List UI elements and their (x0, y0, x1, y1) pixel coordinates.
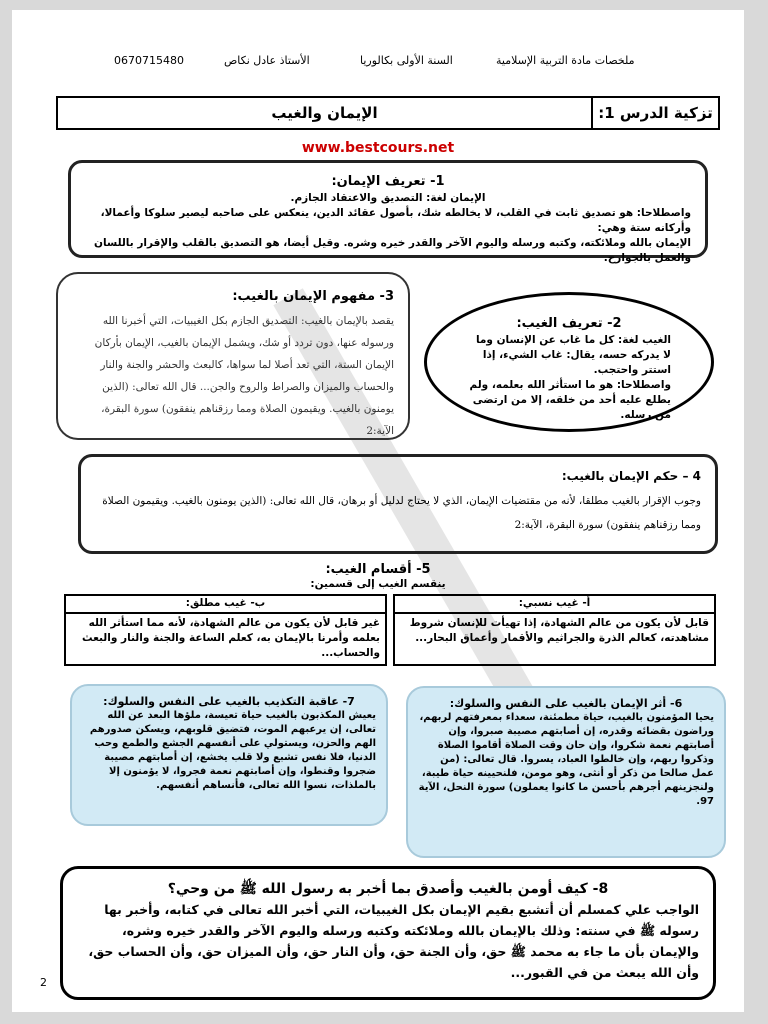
page-header (12, 54, 744, 76)
section-unseen-definition (424, 292, 714, 432)
section-denial-consequence (70, 684, 388, 826)
absolute-unseen-cell (64, 594, 387, 666)
section-body: يحيا المؤمنون بالغيب، حياة مطمئنة، سعداء بمعرفتهم لربهم، وراضون بقضائه وقدره، إن أصابتهم مصيبة صبروا، وإن أصابتهم نعمة شكروا، وإن حان وقت الصلاة أقاموا الصلاة وذكروا ربهم، وإن خالطوا العباد، يسروا. قال تعالى: (من عمل صالحا من ذكر أو أنثى، وهو مومن، فلنحيينه حياة طيبة، ولنجزينهم أجرهم بأحسن ما كانوا يعملون) سورة النحل، الآية 97. (418, 712, 714, 807)
header-phone: 0670715480 (114, 54, 184, 67)
section-body: يقصد بالإيمان بالغيب: التصديق الجازم بكل الغيبيات، التي أخبرنا الله ورسوله عنها، دون تردد أو شك، ويشمل الإيمان بالغيب، الإيمان بأركان الإيمان الستة، التي تعد أصلا لما سواها، كالبعث والحشر والجنة والنار والحساب والميزان والصراط والروح والجن... قال الله تعالى: (الذين يومنون بالغيب. ويقيمون الصلاة ومما رزقناهم ينفقون) سورة البقرة، الآية:2 (94, 315, 394, 437)
section-body: واصطلاحا: هو ما استأثر الله بعلمه، ولم يطلع عليه أحد من خلقه، إلا من ارتضى من رسله. (469, 379, 671, 421)
section-types-subtitle: ينقسم الغيب إلى قسمين: (310, 578, 446, 590)
section-body: الواجب علي كمسلم أن أتشبع بقيم الإيمان بكل الغيبيات، التي أخبر الله تعالى في كتابه، وأخبر بها رسوله ﷺ في سنته: وذلك بالإيمان بالله وملائكته وكتبه ورسله واليوم الآخر والقدر خيره وشره، والإيمان بأن ما جاء به محمد ﷺ حق، وأن الجنة حق، وأن النار حق، وأن الميزان حق، وأن الحساب حق، وأن الله يبعث من في القبور... (88, 902, 699, 980)
absolute-unseen-title: ب- غيب مطلق: (66, 596, 385, 614)
section-body: الغيب لغة: كل ما غاب عن الإنسان وما لا يدركه حسه، يقال: غاب الشيء، إذا استتر واحتجب. (475, 334, 671, 376)
section-title: 3- مفهوم الإيمان بالغيب: (232, 289, 394, 304)
section-faith-effect (406, 686, 726, 858)
header-level: السنة الأولى بكالوريا (360, 54, 453, 67)
section-how-to-believe (60, 866, 716, 1000)
absolute-unseen-body: غير قابل لأن يكون من عالم الشهادة، لأنه مما استأثر الله بعلمه وأمرنا بالإيمان به، كعلم الساعة والجنة والنار والبعث والحساب... (81, 617, 380, 659)
section-title: 1- تعريف الإيمان: (331, 174, 445, 189)
section-line: الإيمان لغة: التصديق والاعتقاد الجازم. (290, 192, 486, 204)
header-summary: ملخصات مادة التربية الإسلامية (496, 54, 635, 67)
section-ruling (78, 454, 718, 554)
lesson-title-bar (56, 96, 720, 130)
section-title: 4 – حكم الإيمان بالغيب: (561, 469, 701, 483)
header-teacher: الأستاذ عادل نكاص (224, 54, 310, 67)
section-faith-in-unseen-concept (56, 272, 410, 440)
document-page (12, 10, 744, 1012)
lesson-label: تزكية الدرس 1: (591, 98, 718, 128)
section-line: واصطلاحا: هو تصديق ثابت في القلب، لا يخالطه شك، بأصول عقائد الدين، ينعكس على صاحبه ليصير سلوكا وأعمالا، وأركانه ستة وهي: (100, 207, 691, 234)
section-title: 2- تعريف الغيب: (516, 316, 622, 331)
section-faith-definition (68, 160, 708, 264)
section-title: 8- كيف أومن بالغيب وأصدق بما أخبر به رسول الله ﷺ من وحي؟ (167, 881, 609, 897)
section-body: يعيش المكذبون بالغيب حياة تعيسة، ملؤها البعد عن الله تعالى، إن يرعبهم الموت، فتضيق قلوبهم، ويسكن صدورهم الهم والحزن، ويستولي على أنفسهم الجشع والطمع وحب الدنيا، فلا نفس تشبع ولا قلب يخشع، إن أصابتهم مصيبة ضجروا وقنطوا، وإن أصابتهم نعمة فجروا، لا يؤمنون إلا بالملذات، نسوا الله تعالى، فأنساهم أنفسهم. (89, 710, 376, 791)
section-types-title: 5- أقسام الغيب: (325, 562, 431, 577)
section-title: 7- عاقبة التكذيب بالغيب على النفس والسلوك: (103, 695, 355, 708)
website-link[interactable]: www.bestcours.net (301, 140, 455, 156)
lesson-title: الإيمان والغيب (271, 104, 378, 122)
section-body: وجوب الإقرار بالغيب مطلقا، لأنه من مقتضيات الإيمان، الذي لا يحتاج لدليل أو برهان، قال الله تعالى: (الذين يومنون بالغيب. ويقيمون الصلاة ومما رزقناهم ينفقون) سورة البقرة، الآية:2 (102, 495, 701, 531)
unseen-types-table (64, 594, 716, 666)
relative-unseen-cell (393, 594, 716, 666)
page-number: 2 (40, 976, 47, 989)
section-title: 6- أثر الإيمان بالغيب على النفس والسلوك: (449, 697, 683, 710)
section-line: الإيمان بالله وملائكته، وكتبه ورسله واليوم الآخر والقدر خيره وشره. وقيل أيضا، هو التصديق بالقلب والإقرار باللسان والعمل بالجوارح. (93, 237, 691, 264)
relative-unseen-title: أ- غيب نسبي: (395, 596, 714, 614)
relative-unseen-body: قابل لأن يكون من عالم الشهادة، إذا تهيأت للإنسان شروط مشاهدته، كعالم الذرة والجراثيم والأقمار وأعماق البحار... (409, 617, 709, 644)
